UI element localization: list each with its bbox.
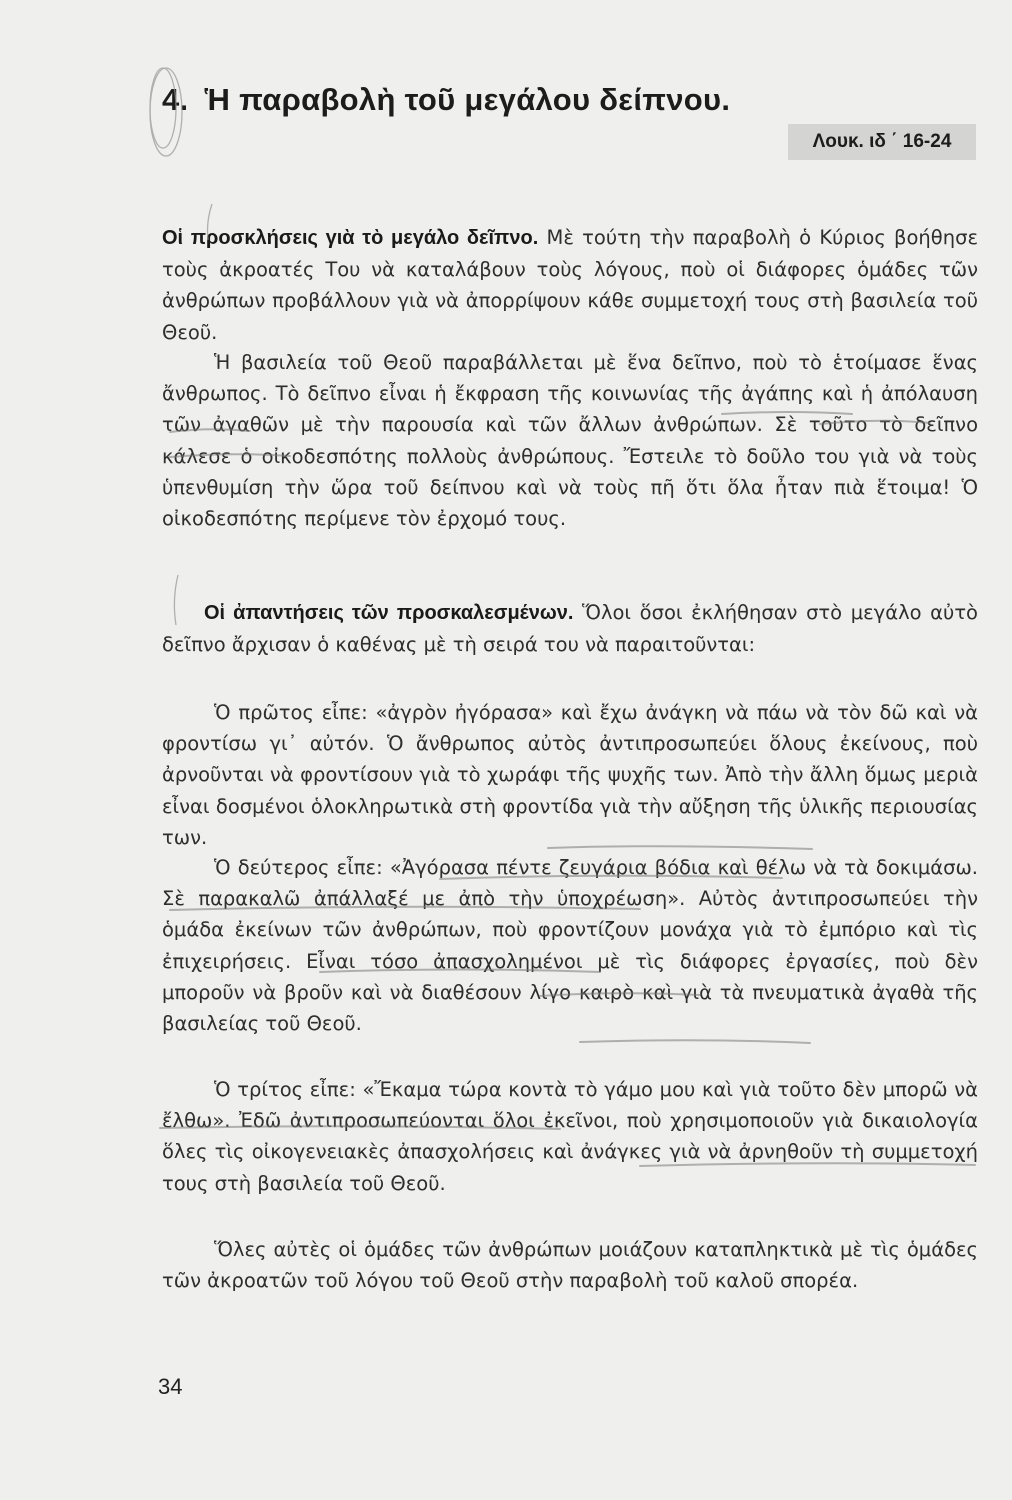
paragraph-first-guest: Ὁ πρῶτος εἶπε: «ἀγρὸν ἠγόρασα» καὶ ἔχω ἀνάγκη νὰ πάω νὰ τὸν δῶ καὶ νὰ φροντίσω γι᾽ αὐτόν. Ὁ ἄνθρωπος αὐτὸς ἀντιπροσωπεύει ὅλους ἐκείνους, ποὺ ἀρνοῦνται νὰ φροντίσουν γιὰ τὸ χωράφι τῆς ψυχῆς των. Ἀπὸ τὴν ἄλλη ὅμως μεριὰ εἶναι δοσμένοι ὁλοκληρωτικὰ στὴ φροντίδα γιὰ τὴν αὔξηση τῆς ὑλικῆς περιουσίας των. [162,701,978,849]
paragraph-text: Ὅλοι ὅσοι ἐκλήθησαν στὸ μεγάλο αὐτὸ δεῖπνο ἄρχισαν ὁ καθένας μὲ τὴ σειρά του νὰ παραιτοῦνται: [162,601,978,657]
chapter-number: 4. [162,82,189,117]
chapter-title: Ἡ παραβολὴ τοῦ μεγάλου δείπνου. [204,82,731,117]
paragraph-responses [162,597,978,660]
page-number: 34 [158,1374,183,1399]
section-heading-invitations: Οἱ προσκλήσεις γιὰ τὸ μεγάλο δεῖπνο. [162,227,539,249]
pencil-underline [580,1040,810,1043]
paragraph-kingdom-dinner: Ἡ βασιλεία τοῦ Θεοῦ παραβάλλεται μὲ ἕνα δεῖπνο, ποὺ τὸ ἑτοίμασε ἕνας ἄνθρωπος. Τὸ δεῖπνο εἶναι ἡ ἔκφραση τῆς κοινωνίας τῆς ἀγάπης καὶ ἡ ἀπόλαυση τῶν ἀγαθῶν μὲ τὴν παρουσία καὶ τῶν ἄλλων ἀνθρώπων. Σὲ τοῦτο τὸ δεῖπνο κάλεσε ὁ οἰκοδεσπότης πολλοὺς ἀνθρώπους. Ἔστειλε τὸ δοῦλο του γιὰ νὰ τοὺς ὑπενθυμίση τὴν ὥρα τοῦ δείπνου καὶ νὰ τοὺς πῆ ὅτι ὅλα ἦταν πιὰ ἕτοιμα! Ὁ οἰκοδεσπότης περίμενε τὸν ἐρχομό τους. [162,351,978,531]
page-title [162,82,730,118]
paragraph-third-guest: Ὁ τρίτος εἶπε: «Ἔκαμα τώρα κοντὰ τὸ γάμο μου καὶ γιὰ τοῦτο δὲν μπορῶ νὰ ἔλθω». Ἐδῶ ἀντιπροσωπεύονται ὅλοι ἐκεῖνοι, ποὺ χρησιμοποιοῦν γιὰ δικαιολογία ὅλες τὶς οἰκογενειακὲς ἀπασχολήσεις καὶ ἀνάγκες γιὰ νὰ ἀρνηθοῦν τὴ συμμετοχή τους στὴ βασιλεία τοῦ Θεοῦ. [162,1078,978,1195]
scripture-reference: Λουκ. ιδ ΄ 16-24 [788,124,976,160]
section-heading-responses: Οἱ ἀπαντήσεις τῶν προσκαλεσμένων. [204,602,574,624]
paragraph-text: Μὲ τούτη τὴν παραβολὴ ὁ Κύριος βοήθησε τοὺς ἀκροατές Του νὰ καταλάβουν τοὺς λόγους, ποὺ οἱ διάφορες ὁμάδες τῶν ἀνθρώπων προβάλλουν γιὰ νὰ ἀπορρίψουν κάθε συμμετοχή τους στὴ βασιλεία τοῦ Θεοῦ. [162,226,978,344]
paragraph-second-guest: Ὁ δεύτερος εἶπε: «Ἀγόρασα πέντε ζευγάρια βόδια καὶ θέλω νὰ τὰ δοκιμάσω. Σὲ παρακαλῶ ἀπάλλαξέ με ἀπὸ τὴν ὑποχρέωση». Αὐτὸς ἀντιπροσωπεύει τὴν ὁμάδα ἐκείνων τῶν ἀνθρώπων, ποὺ φροντίζουν μονάχα γιὰ τὸ ἐμπόριο καὶ τὶς ἐπιχειρήσεις. Εἶναι τόσο ἀπασχολημένοι μὲ τὶς διάφορες ἐργασίες, ποὺ δὲν μποροῦν νὰ βροῦν καὶ νὰ διαθέσουν λίγο καιρὸ καὶ γιὰ τὰ πνευματικὰ ἀγαθὰ τῆς βασιλείας τοῦ Θεοῦ. [162,856,978,1036]
paragraph-invitations [162,222,978,348]
paragraph-conclusion: Ὅλες αὐτὲς οἱ ὁμάδες τῶν ἀνθρώπων μοιάζουν καταπληκτικὰ μὲ τὶς ὁμάδες τῶν ἀκροατῶν τοῦ λόγου τοῦ Θεοῦ στὴν παραβολὴ τοῦ καλοῦ σπορέα. [162,1238,978,1293]
